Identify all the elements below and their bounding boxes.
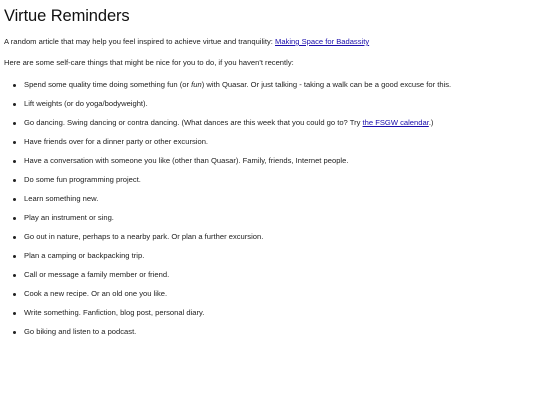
list-item-text: Lift weights (or do yoga/bodyweight). (24, 99, 148, 108)
bullet-icon (13, 293, 16, 296)
list-item (4, 99, 536, 118)
bullet-icon (13, 236, 16, 239)
bullet-icon (13, 103, 16, 106)
page-content (4, 0, 536, 346)
list-item (4, 213, 536, 232)
list-item-text: Go dancing. Swing dancing or contra dancing. (What dances are this week that you could go to? Try (24, 118, 363, 127)
bullet-icon (13, 312, 16, 315)
bullet-icon (13, 331, 16, 334)
list-item (4, 251, 536, 270)
article-link[interactable]: Making Space for Badassity (275, 37, 370, 46)
article-intro (4, 37, 536, 47)
article-intro-text: A random article that may help you feel inspired to achieve virtue and tranquility: (4, 37, 275, 46)
bullet-icon (13, 84, 16, 87)
list-item (4, 308, 536, 327)
bullet-icon (13, 122, 16, 125)
list-item-emphasis: fun (191, 80, 202, 89)
list-item-text: Cook a new recipe. Or an old one you like. (24, 289, 168, 298)
list-item-text: Go biking and listen to a podcast. (24, 327, 137, 336)
list-item-text: Have a conversation with someone you like (other than Quasar). Family, friends, Internet people. (24, 156, 349, 165)
bullet-icon (13, 160, 16, 163)
fsgw-calendar-link[interactable]: the FSGW calendar (362, 118, 429, 127)
list-item (4, 194, 536, 213)
list-item-text: Have friends over for a dinner party or other excursion. (24, 137, 209, 146)
list-item (4, 327, 536, 346)
list-item (4, 270, 536, 289)
list-item-text: Do some fun programming project. (24, 175, 141, 184)
list-item-text: .) (428, 118, 434, 127)
list-item (4, 175, 536, 194)
bullet-icon (13, 274, 16, 277)
list-item (4, 156, 536, 175)
list-item (4, 118, 536, 137)
list-item-text: Learn something new. (24, 194, 99, 203)
list-item-text: ) with Quasar. Or just talking - taking a walk can be a good excuse for this. (201, 80, 452, 89)
list-item-text: Go out in nature, perhaps to a nearby park. Or plan a further excursion. (24, 232, 264, 241)
bullet-icon (13, 217, 16, 220)
list-item (4, 289, 536, 308)
list-item-text: Plan a camping or backpacking trip. (24, 251, 145, 260)
page-title: Virtue Reminders (4, 7, 130, 25)
list-item-text: Call or message a family member or friend. (24, 270, 170, 279)
self-care-list (4, 80, 536, 346)
list-item (4, 137, 536, 156)
bullet-icon (13, 255, 16, 258)
list-item-text: Write something. Fanfiction, blog post, personal diary. (24, 308, 205, 317)
list-item-text: Play an instrument or sing. (24, 213, 114, 222)
list-item (4, 80, 536, 99)
bullet-icon (13, 179, 16, 182)
bullet-icon (13, 141, 16, 144)
list-intro: Here are some self-care things that might be nice for you to do, if you haven't recently: (4, 58, 294, 67)
bullet-icon (13, 198, 16, 201)
list-item (4, 232, 536, 251)
list-item-text: Spend some quality time doing something fun (or (24, 80, 192, 89)
